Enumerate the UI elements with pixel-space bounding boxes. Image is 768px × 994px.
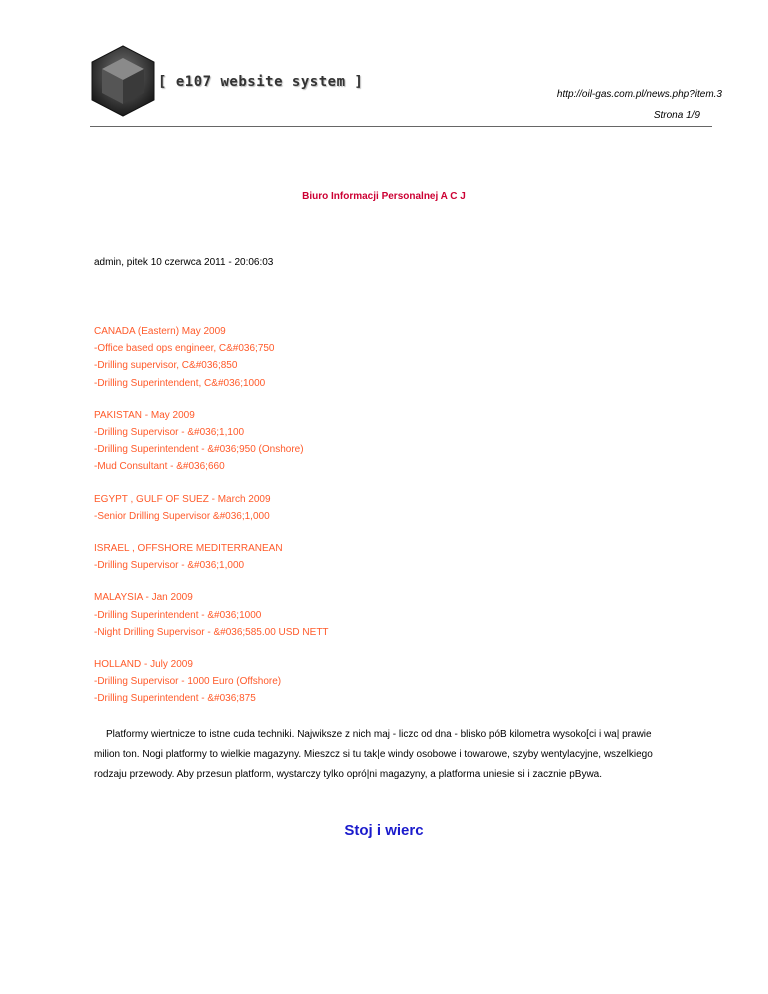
page-url: http://oil-gas.com.pl/news.php?item.3 xyxy=(556,89,722,100)
logo-text: [ e107 website system ] xyxy=(158,74,364,90)
offer-group-heading: PAKISTAN - May 2009 xyxy=(94,409,195,421)
offer-group xyxy=(94,540,714,574)
offer-group-heading: CANADA (Eastern) May 2009 xyxy=(94,326,226,337)
offer-group-heading: ISRAEL , OFFSHORE MEDITERRANEAN xyxy=(94,543,283,555)
offer-item: -Drilling Supervisor - 1000 Euro (Offshore) xyxy=(94,676,282,688)
offer-group xyxy=(94,407,714,476)
offer-item: -Drilling Superintendent - &#036;950 (Onshore) xyxy=(94,444,304,456)
body-paragraph-text: Platformy wiertnicze to istne cuda techniki. Najwiksze z nich maj - liczc od dna - blisko póB kilometra wysoko[ci i wa| prawie milion ton. Nogi platformy to wielkie magazyny. Mieszcz si tu tak|e windy osobowe i towarowe, szyby wentylacyjne, wszelkiego rodzaju przewody. Aby przesun platform, wystarczy tylko opró|ni magazyny, a platforma uniesie si i zacznie pBywa. xyxy=(94,729,653,780)
offer-group xyxy=(94,589,714,641)
offer-group xyxy=(94,323,714,392)
byline: admin, pitek 10 czerwca 2011 - 20:06:03 xyxy=(94,257,274,268)
offer-item: -Drilling Supervisor - &#036;1,100 xyxy=(94,427,245,439)
body-paragraph xyxy=(94,725,654,785)
offer-item: -Drilling supervisor, C&#036;850 xyxy=(94,360,238,372)
page-header xyxy=(0,0,768,130)
offer-group xyxy=(94,656,714,708)
offer-item: -Drilling Superintendent - &#036;1000 xyxy=(94,609,262,621)
offer-item: -Office based ops engineer, C&#036;750 xyxy=(94,343,275,355)
offer-group xyxy=(94,491,714,525)
offer-item: -Night Drilling Supervisor - &#036;585.00 USD NETT xyxy=(94,626,329,638)
header-divider xyxy=(90,126,712,127)
document-title: Biuro Informacji Personalnej A C J xyxy=(302,191,466,202)
offer-item: -Drilling Supervisor - &#036;1,000 xyxy=(94,560,245,572)
offer-group-heading: EGYPT , GULF OF SUEZ - March 2009 xyxy=(94,493,271,505)
offer-group-heading: HOLLAND - July 2009 xyxy=(94,659,193,671)
offer-item: -Mud Consultant - &#036;660 xyxy=(94,461,225,473)
job-offers-list xyxy=(94,323,714,723)
page-indicator: Strona 1/9 xyxy=(653,110,700,121)
offer-item: -Drilling Superintendent, C&#036;1000 xyxy=(94,377,266,389)
offer-group-heading: MALAYSIA - Jan 2009 xyxy=(94,592,193,604)
e107-cube-logo-icon xyxy=(88,44,158,118)
section-heading: Stoj i wierc xyxy=(344,822,424,839)
offer-item: -Senior Drilling Supervisor &#036;1,000 xyxy=(94,510,270,522)
offer-item: -Drilling Superintendent - &#036;875 xyxy=(94,693,256,705)
